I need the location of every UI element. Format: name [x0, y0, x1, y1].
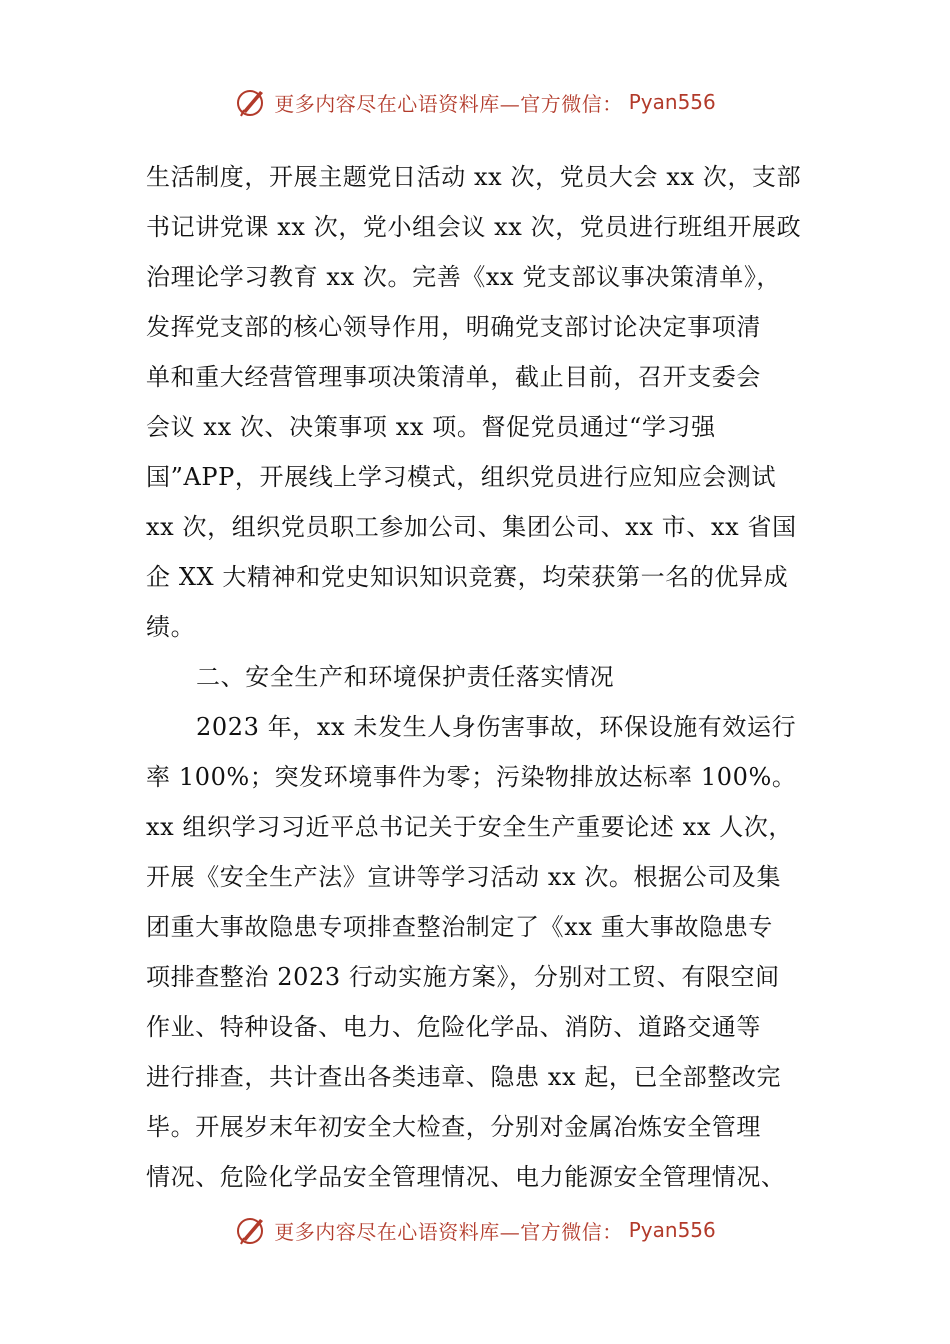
banner-text: 更多内容尽在心语资料库—官方微信：: [274, 1219, 623, 1244]
text-line: 国”APP，开展线上学习模式，组织党员进行应知应会测试: [146, 463, 777, 491]
text-line: 生活制度，开展主题党日活动 xx 次，党员大会 xx 次，支部: [146, 163, 802, 191]
header-banner: [0, 82, 950, 122]
section-heading: 二、安全生产和环境保护责任落实情况: [196, 663, 615, 691]
text-line: 书记讲党课 xx 次，党小组会议 xx 次，党员进行班组开展政: [146, 213, 802, 241]
text-line: 治理论学习教育 xx 次。完善《xx 党支部议事决策清单》，: [146, 263, 782, 291]
text-line: 企 XX 大精神和党史知识知识竞赛，均荣获第一名的优异成: [146, 563, 789, 591]
text-line: xx 次，组织党员职工参加公司、集团公司、xx 市、xx 省国: [146, 513, 797, 541]
text-line: 开展《安全生产法》宣讲等学习活动 xx 次。根据公司及集: [146, 863, 782, 891]
text-line: 会议 xx 次、决策事项 xx 项。督促党员通过“学习强: [146, 413, 716, 441]
text-line: 率 100%；突发环境事件为零；污染物排放达标率 100%。: [146, 763, 797, 791]
quill-pen-circle-icon: [234, 1213, 268, 1247]
text-line: 2023 年，xx 未发生人身伤害事故，环保设施有效运行: [196, 713, 797, 741]
text-line: xx 组织学习习近平总书记关于安全生产重要论述 xx 人次，: [146, 813, 794, 841]
text-line: 绩。: [146, 613, 196, 641]
text-line: 毕。开展岁末年初安全大检查，分别对金属冶炼安全管理: [146, 1113, 761, 1141]
text-line: 团重大事故隐患专项排查整治制定了《xx 重大事故隐患专: [146, 913, 773, 941]
text-line: 进行排查，共计查出各类违章、隐患 xx 起，已全部整改完: [146, 1063, 782, 1091]
text-line: 项排查整治 2023 行动实施方案》，分别对工贸、有限空间: [146, 963, 780, 991]
footer-banner: [0, 1210, 950, 1250]
document-body: [146, 152, 806, 1202]
text-line: 发挥党支部的核心领导作用，明确党支部讨论决定事项清: [146, 313, 761, 341]
text-line: 作业、特种设备、电力、危险化学品、消防、道路交通等: [146, 1013, 761, 1041]
quill-pen-circle-icon: [234, 85, 268, 119]
banner-text: 更多内容尽在心语资料库—官方微信：: [274, 91, 623, 116]
banner-wechat-id: Pyan556: [628, 90, 716, 114]
text-line: 情况、危险化学品安全管理情况、电力能源安全管理情况、: [146, 1163, 786, 1191]
text-line: 单和重大经营管理事项决策清单，截止目前，召开支委会: [146, 363, 761, 391]
banner-wechat-id: Pyan556: [628, 1218, 716, 1242]
